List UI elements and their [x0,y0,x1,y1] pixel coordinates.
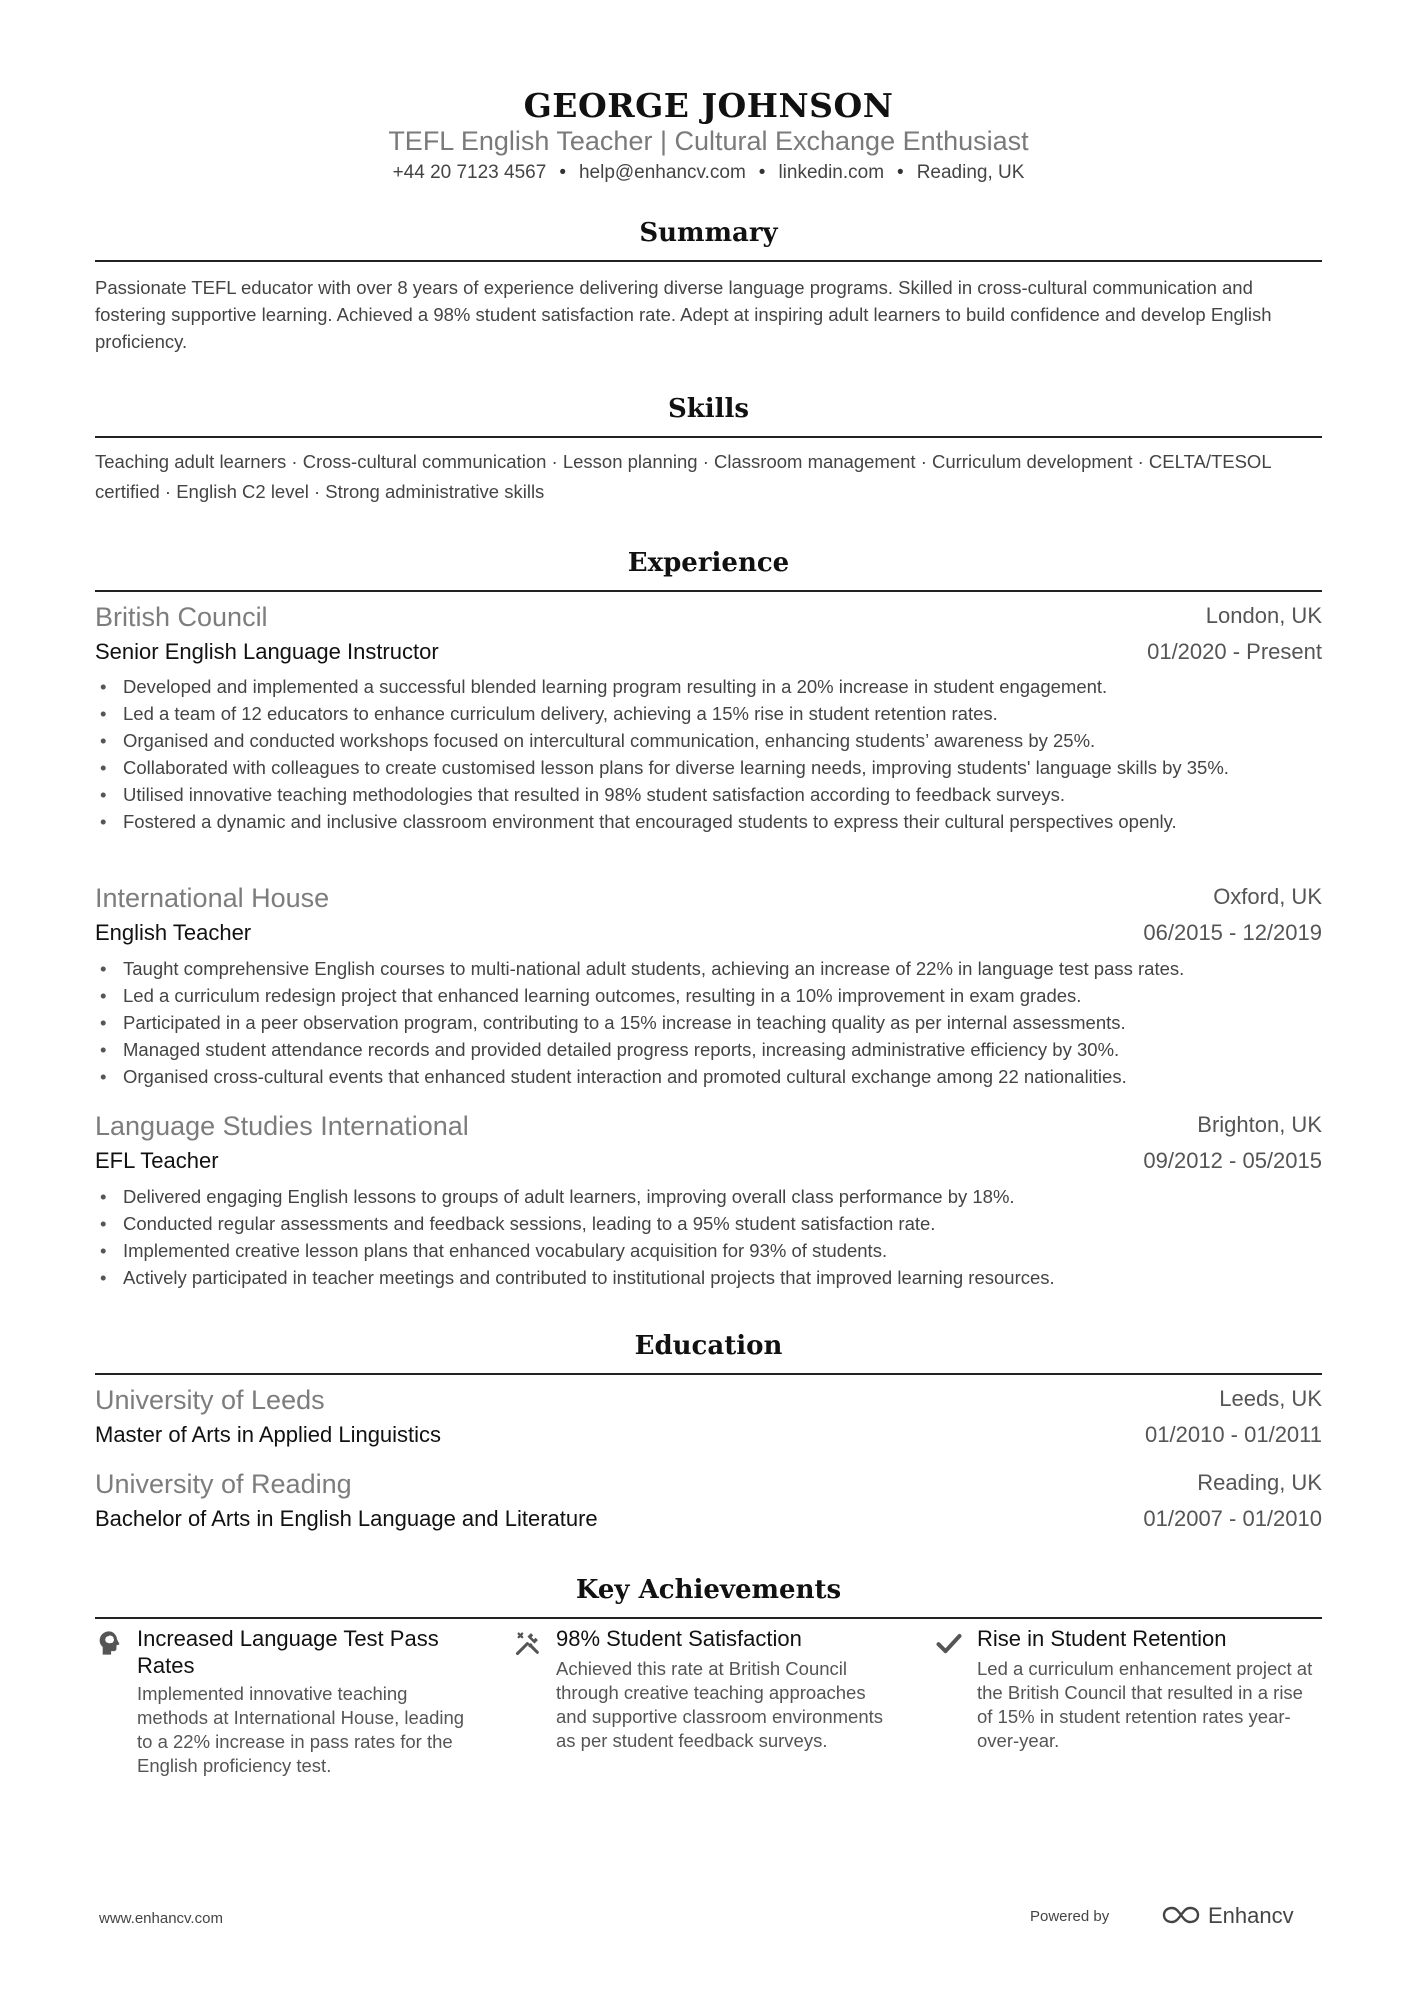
job-role: EFL Teacher [95,1148,219,1173]
achievement-desc: Led a curriculum enhancement project at the British Council that resulted in a rise of 15% in student retention rates year-over-year. [977,1658,1313,1751]
contact-email[interactable]: help@enhancv.com [578,162,746,183]
job-role: English Teacher [95,920,252,945]
edu-school: University of Reading [95,1469,352,1499]
job-org: International House [95,883,330,913]
list-item: • Fostered a dynamic and inclusive classroom environment that encouraged students to express their cultural perspectives openly. [95,808,1322,835]
summary-heading: Summary [639,218,778,248]
list-item: • Organised cross-cultural events that enhanced student interaction and promoted cultural exchange among 22 nationalities. [95,1063,1322,1090]
candidate-name: GEORGE JOHNSON [523,86,894,125]
job-dates: 09/2012 - 05/2015 [1143,1148,1322,1173]
tools-icon [514,1629,542,1657]
education-divider [95,1373,1322,1375]
list-item: • Collaborated with colleagues to create customised lesson plans for diverse learning needs, improving students' language skills by 35%. [95,754,1322,781]
brand-name: Enhancv [1208,1903,1294,1928]
achievements-divider [95,1617,1322,1619]
checkmark-icon [935,1629,963,1657]
list-item: • Taught comprehensive English courses to multi-national adult students, achieving an increase of 22% in language test pass rates. [95,955,1322,982]
enhancv-logo[interactable] [1152,1897,1342,1933]
resume-page [95,0,1322,1995]
edu-dates: 01/2007 - 01/2010 [1143,1506,1322,1531]
edu-school: University of Leeds [95,1385,325,1415]
job-bullets [95,1183,1322,1291]
separator: • [559,162,566,183]
list-item: • Led a curriculum redesign project that enhanced learning outcomes, resulting in a 10% improvement in exam grades. [95,982,1322,1009]
list-item: • Actively participated in teacher meetings and contributed to institutional projects that improved learning resources. [95,1264,1322,1291]
list-item: • Developed and implemented a successful blended learning program resulting in a 20% increase in student engagement. [95,673,1322,700]
edu-degree: Bachelor of Arts in English Language and Literature [95,1506,598,1531]
candidate-title: TEFL English Teacher | Cultural Exchange Enthusiast [388,126,1029,156]
summary-text: Passionate TEFL educator with over 8 years of experience delivering diverse language programs. Skilled in cross-cultural communication and fostering supportive learning. Achieved a 98% student satisfaction rate. Adept at inspiring adult learners to build confidence and develop English proficiency. [95,277,1272,352]
skills-divider [95,436,1322,438]
list-item: • Participated in a peer observation program, contributing to a 15% increase in teaching quality as per internal assessments. [95,1009,1322,1036]
job-dates: 01/2020 - Present [1147,639,1322,664]
brain-head-icon [95,1629,123,1657]
edu-degree: Master of Arts in Applied Linguistics [95,1422,442,1447]
skills-heading: Skills [667,394,750,424]
job-org: British Council [95,602,268,632]
powered-by-label: Powered by [1030,1908,1110,1925]
edu-location: Reading, UK [1197,1470,1322,1495]
achievement-desc: Achieved this rate at British Council through creative teaching approaches and supportive classroom environments as per student feedback surveys. [556,1658,883,1751]
list-item: • Organised and conducted workshops focused on intercultural communication, enhancing students’ awareness by 25%. [95,727,1322,754]
achievement-desc: Implemented innovative teaching methods at International House, leading to a 22% increase in pass rates for the English proficiency test. [137,1683,465,1776]
job-org: Language Studies International [95,1111,469,1141]
achievements-heading: Key Achievements [575,1575,842,1605]
job-dates: 06/2015 - 12/2019 [1143,920,1322,945]
job-bullets [95,955,1322,1090]
job-location: London, UK [1205,603,1322,628]
list-item: • Delivered engaging English lessons to groups of adult learners, improving overall class performance by 18%. [95,1183,1322,1210]
achievement-title: Rise in Student Retention [977,1626,1227,1651]
job-role: Senior English Language Instructor [95,639,439,664]
contact-phone[interactable]: +44 20 7123 4567 [392,162,547,183]
job-bullets [95,673,1322,835]
achievement-title: Increased Language Test Pass Rates [137,1626,439,1678]
achievement-title: 98% Student Satisfaction [556,1626,802,1651]
edu-dates: 01/2010 - 01/2011 [1145,1422,1322,1447]
list-item: • Led a team of 12 educators to enhance curriculum delivery, achieving a 15% rise in student retention rates. [95,700,1322,727]
list-item: • Implemented creative lesson plans that enhanced vocabulary acquisition for 93% of students. [95,1237,1322,1264]
contact-location: Reading, UK [916,162,1025,183]
separator: • [897,162,904,183]
experience-divider [95,590,1322,592]
list-item: • Managed student attendance records and provided detailed progress reports, increasing administrative efficiency by 30%. [95,1036,1322,1063]
list-item: • Conducted regular assessments and feedback sessions, leading to a 95% student satisfaction rate. [95,1210,1322,1237]
skills-text: Teaching adult learners · Cross-cultural communication · Lesson planning · Classroom management · Curriculum development · CELTA/TESOL certified · English C2 level · Strong administrative skills [95,451,1271,502]
job-location: Oxford, UK [1213,884,1322,909]
summary-divider [95,260,1322,262]
job-location: Brighton, UK [1197,1112,1322,1137]
separator: • [758,162,766,183]
contact-linkedin[interactable]: linkedin.com [778,162,885,183]
list-item: • Utilised innovative teaching methodologies that resulted in 98% student satisfaction according to feedback surveys. [95,781,1322,808]
education-heading: Education [634,1331,783,1361]
contact-line [95,162,1322,184]
edu-location: Leeds, UK [1219,1386,1322,1411]
experience-heading: Experience [627,548,790,578]
footer-url[interactable]: www.enhancv.com [99,1910,223,1927]
